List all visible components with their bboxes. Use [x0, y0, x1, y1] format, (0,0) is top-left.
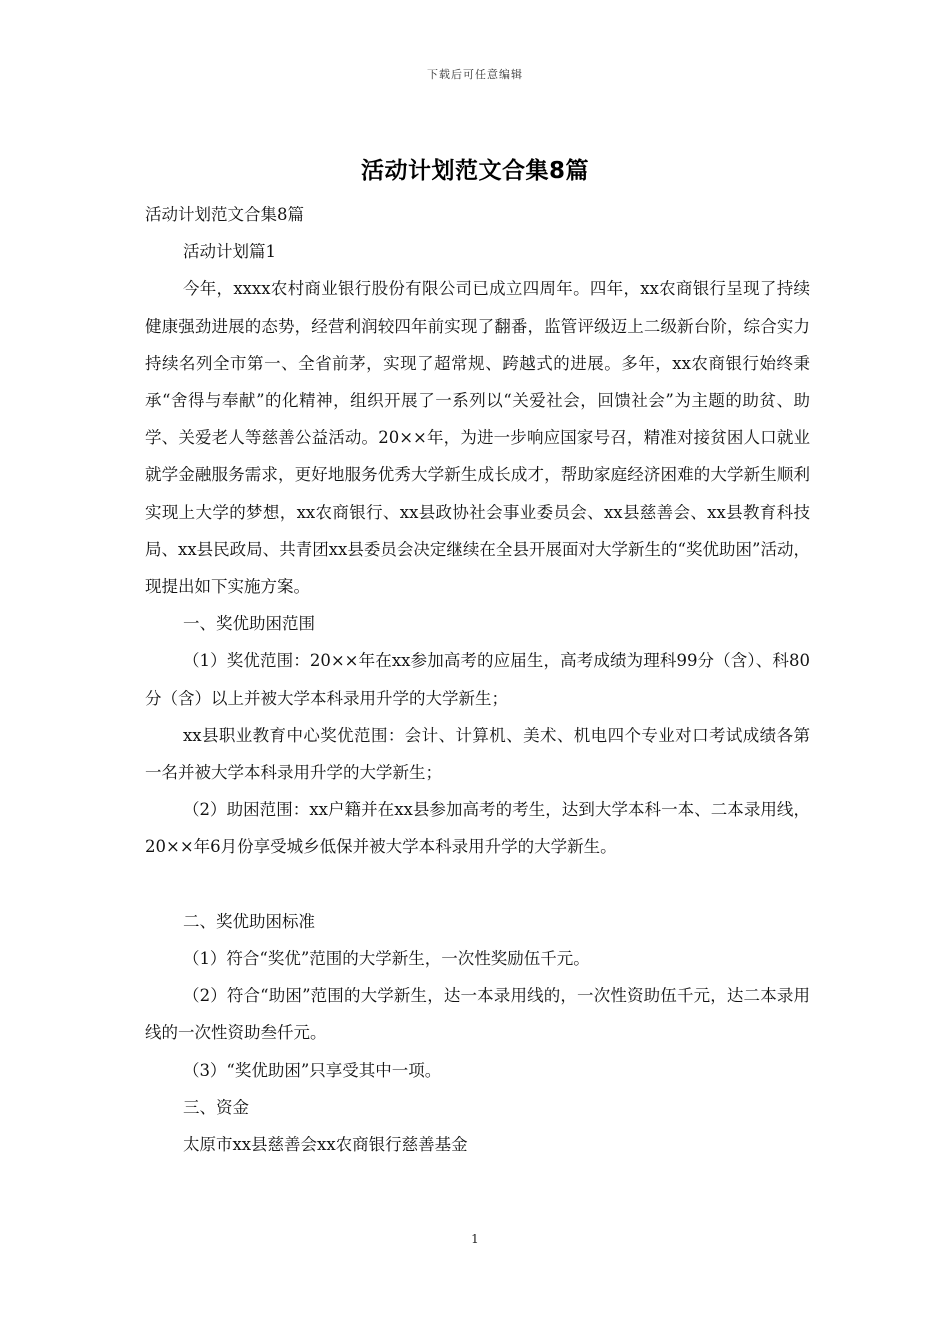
- item-merit-scope: （1）奖优范围：20××年在xx参加高考的应届生，高考成绩为理科99分（含）、科80分（含）以上并被大学本科录用升学的大学新生；: [145, 651, 810, 708]
- item-merit-standard: （1）符合“奖优”范围的大学新生，一次性奖励伍千元。: [182, 949, 590, 969]
- document-title: 活动计划范文合集8篇: [360, 158, 589, 184]
- item-aid-standard: （2）符合“助困”范围的大学新生，达一本录用线的，一次性资助伍千元，达二本录用线的一次性资助叁仟元。: [145, 986, 810, 1043]
- heading-scope: 一、奖优助困范围: [182, 614, 315, 634]
- heading-funds: 三、资金: [182, 1097, 249, 1117]
- document-subtitle: 活动计划范文合集8篇: [145, 205, 304, 224]
- document-body: [145, 196, 810, 1163]
- item-only-one: （3）“奖优助困”只享受其中一项。: [182, 1060, 442, 1080]
- heading-standard: 二、奖优助困标准: [182, 911, 315, 931]
- page-number: 1: [471, 1232, 479, 1246]
- header-note: 下载后可任意编辑: [427, 68, 523, 81]
- item-aid-scope: （2）助困范围：xx户籍并在xx县参加高考的考生，达到大学本科一本、二本录用线，20××年6月份享受城乡低保并被大学本科录用升学的大学新生。: [145, 800, 810, 857]
- item-vocational-scope: xx县职业教育中心奖优范围：会计、计算机、美术、机电四个专业对口考试成绩各第一名并被大学本科录用升学的大学新生；: [145, 725, 810, 783]
- section-heading: 活动计划篇1: [182, 242, 276, 262]
- item-funds-source: 太原市xx县慈善会xx农商银行慈善基金: [182, 1135, 468, 1155]
- intro-paragraph: 今年，xxxx农村商业银行股份有限公司已成立四周年。四年，xx农商银行呈现了持续健康强劲进展的态势，经营利润较四年前实现了翻番，监管评级迈上二级新台阶，综合实力持续名列全市第一、全省前茅，实现了超常规、跨越式的进展。多年，xx农商银行始终秉承“舍得与奉献”的化精神，组织开展了一系列以“关爱社会，回馈社会”为主题的助贫、助学、关爱老人等慈善公益活动。20××年，为进一步响应国家号召，精准对接贫困人口就业就学金融服务需求，更好地服务优秀大学新生成长成才，帮助家庭经济困难的大学新生顺利实现上大学的梦想，xx农商银行、xx县政协社会事业委员会、xx县慈善会、xx县教育科技局、xx县民政局、共青团xx县委员会决定继续在全县开展面对大学新生的“奖优助困”活动，现提出如下实施方案。: [145, 279, 810, 597]
- blank-line: [145, 866, 810, 903]
